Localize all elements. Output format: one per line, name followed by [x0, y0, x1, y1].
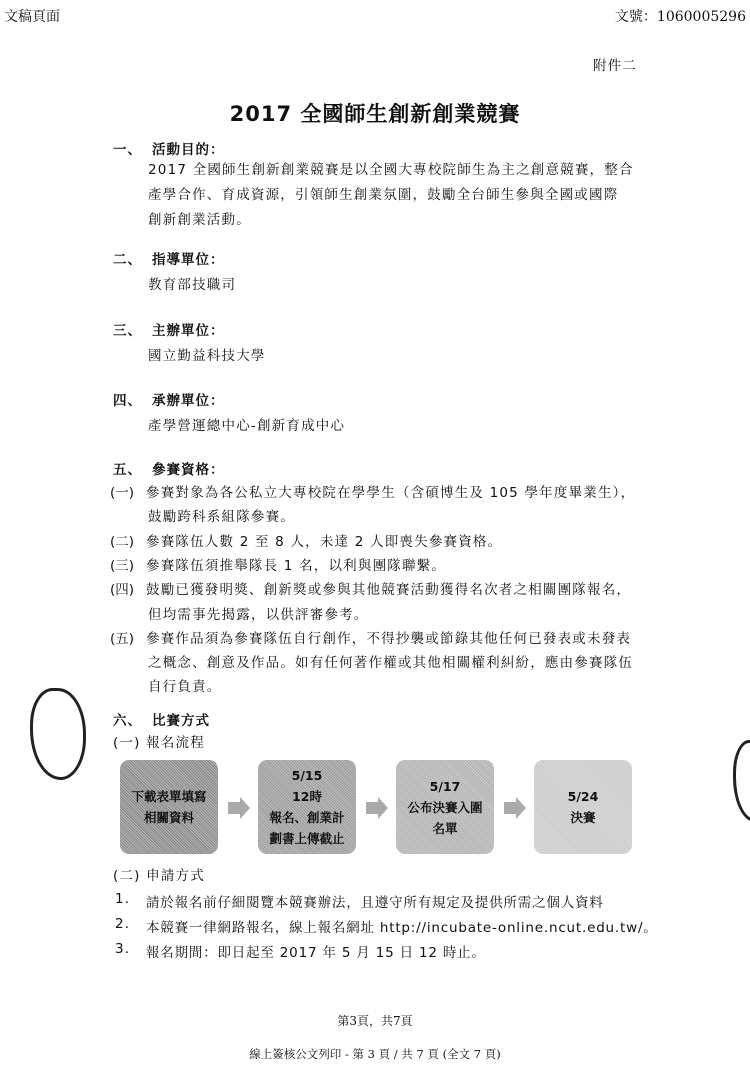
section-number: 四、: [113, 393, 142, 409]
eligibility-text: 參賽作品須為參賽隊伍自行創作，不得抄襲或節錄其他任何已發表或未發表: [146, 630, 632, 647]
section-heading: 參賽資格：: [152, 462, 225, 478]
section-number: 六、: [113, 713, 142, 729]
flow-step-text: 名單: [432, 820, 458, 836]
apply-item-number: 1.: [115, 891, 131, 907]
flow-step: [120, 760, 218, 854]
eligibility-text: 參賽對象為各公私立大專校院在學學生（含碩博生及 105 學年度畢業生），: [146, 485, 636, 501]
attachment-label: 附件二: [593, 58, 638, 74]
flow-step-text: 5/17: [429, 778, 461, 794]
item-number: (五): [110, 630, 135, 647]
eligibility-text: 鼓勵已獲發明獎、創新獎或參與其他競賽活動獲得名次者之相關團隊報名，: [146, 582, 632, 599]
item-number: (三): [110, 557, 135, 574]
apply-item-number: 3.: [115, 941, 131, 957]
print-footer: 線上簽核公文列印 - 第 3 頁 / 共 7 頁 (全文 7 頁): [249, 1047, 501, 1061]
section-heading: 承辦單位：: [152, 393, 225, 409]
section-number: 一、: [113, 142, 142, 158]
flow-step-text: 5/15: [291, 768, 323, 783]
seal-stamp-left: [30, 688, 86, 780]
flow-step: [396, 760, 494, 854]
apply-item-text: 請於報名前仔細閱覽本競賽辦法，且遵守所有規定及提供所需之個人資料: [146, 895, 604, 911]
eligibility-text: 參賽隊伍須推舉隊長 1 名，以利與團隊聯繫。: [146, 557, 447, 574]
page-number: 第3頁，共7頁: [337, 1014, 413, 1028]
item-number: (一): [110, 485, 135, 501]
section-text: 創新創業活動。: [148, 212, 251, 228]
section-number: 三、: [113, 323, 142, 339]
apply-item-text: 報名期間：即日起至 2017 年 5 月 15 日 12 時止。: [146, 945, 486, 961]
section-number: 二、: [113, 252, 142, 268]
section-text: 教育部技職司: [148, 277, 237, 293]
eligibility-text: 但均需事先揭露，以供評審參考。: [148, 606, 369, 623]
section-text: 產學合作、育成資源，引領師生創業氛圍，鼓勵全台師生參與全國或國際: [148, 187, 619, 203]
section-heading: 活動目的：: [152, 142, 225, 158]
item-number: (二): [110, 533, 135, 550]
document-number: 文號：1060005296: [614, 9, 746, 25]
flow-step-text: 報名、創業計: [269, 810, 345, 825]
item-number: (四): [110, 582, 135, 599]
eligibility-text: 參賽隊伍人數 2 至 8 人，未達 2 人即喪失參賽資格。: [146, 533, 503, 550]
section-text: 產學營運總中心-創新育成中心: [148, 418, 346, 434]
flow-step-text: 劃書上傳截止: [269, 831, 345, 846]
eligibility-text: 鼓勵跨科系組隊參賽。: [148, 509, 295, 526]
section-number: 五、: [113, 462, 142, 478]
header-left: 文稿頁面: [4, 9, 60, 25]
section-heading: 比賽方式: [152, 713, 210, 729]
section-text: 2017 全國師生創新創業競賽是以全國大專校院師生為主之創意競賽，整合: [148, 162, 634, 178]
flow-step-text: 相關資料: [143, 810, 194, 825]
flow-step: [534, 760, 632, 854]
flow-subheading: (一) 報名流程: [113, 735, 205, 751]
eligibility-text: 之概念、創意及作品。如有任何著作權或其他相關權利糾紛，應由參賽隊伍: [148, 655, 634, 672]
flow-step-text: 公布決賽入圍: [407, 799, 483, 815]
flow-step-text: 下載表單填寫: [131, 789, 207, 804]
section-heading: 主辦單位：: [152, 323, 225, 339]
flow-step-text: 決賽: [570, 810, 596, 825]
flow-step-text: 12時: [292, 789, 322, 804]
seal-stamp-right: [733, 740, 750, 822]
page-title: 2017 全國師生創新創業競賽: [229, 102, 521, 126]
apply-item-text: 本競賽一律網路報名，線上報名網址 http://incubate-online.ncut.edu.tw/。: [146, 920, 658, 936]
eligibility-text: 自行負責。: [148, 679, 222, 696]
flow-step-text: 5/24: [567, 789, 599, 804]
apply-item-number: 2.: [115, 916, 131, 932]
section-text: 國立勤益科技大學: [148, 348, 266, 364]
flow-step: [258, 760, 356, 854]
apply-subheading: (二) 申請方式: [113, 868, 205, 884]
section-heading: 指導單位：: [152, 252, 225, 268]
